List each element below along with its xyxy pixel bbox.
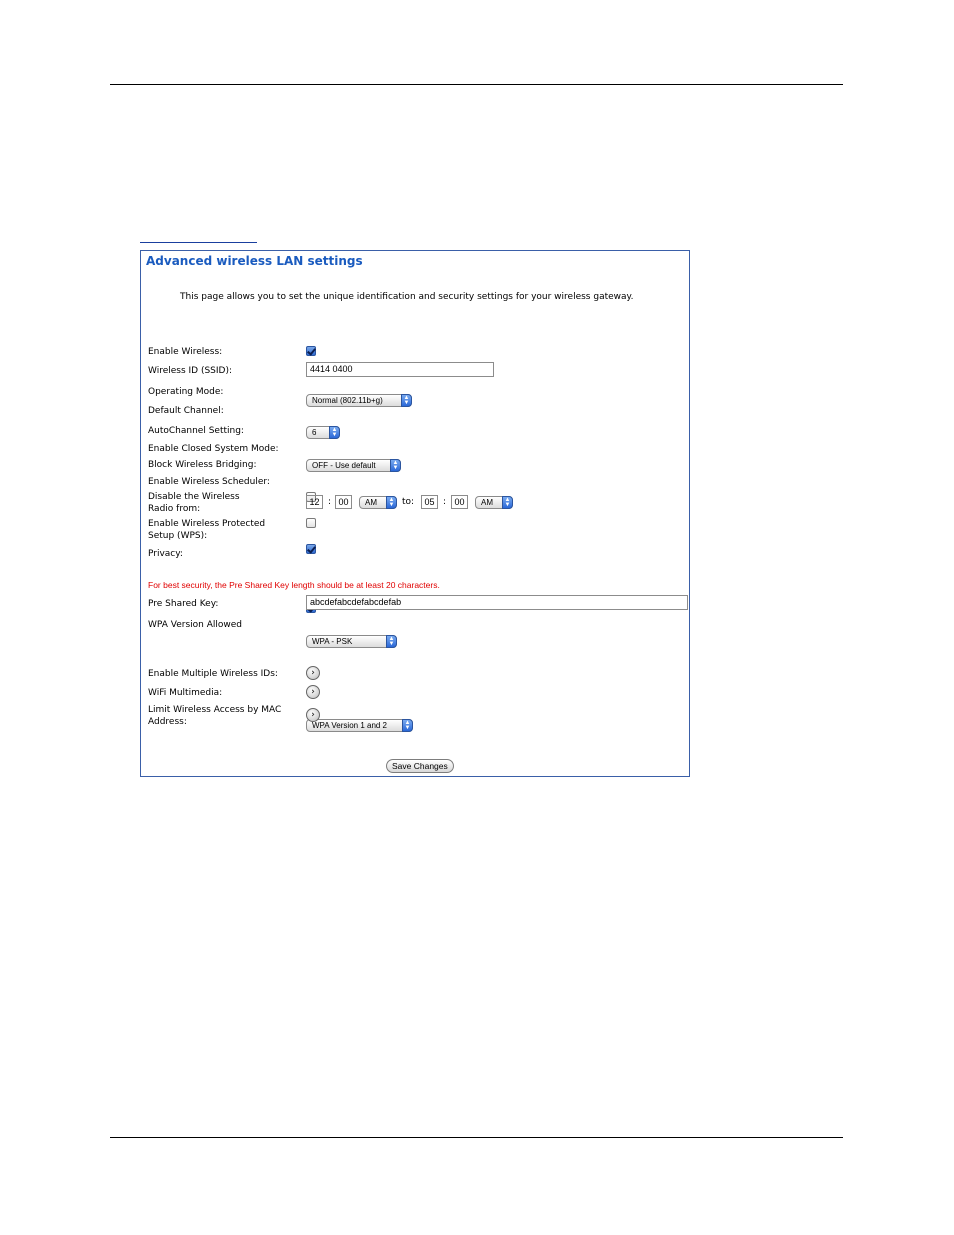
privacy-select[interactable]: [306, 635, 397, 648]
ssid-label: Wireless ID (SSID):: [148, 366, 233, 376]
mac-access-label-line2: Address:: [148, 717, 187, 727]
to-hour-input[interactable]: 05: [421, 495, 438, 509]
panel-intro: This page allows you to set the unique identification and security settings for your wireless gateway.: [180, 292, 634, 302]
privacy-label: Privacy:: [148, 549, 183, 559]
autochannel-value: OFF - Use default: [312, 461, 376, 470]
autochannel-label: AutoChannel Setting:: [148, 426, 244, 436]
closed-system-label: Enable Closed System Mode:: [148, 444, 279, 454]
chevron-right-icon[interactable]: ›: [306, 685, 320, 699]
wps-label-line2: Setup (WPS):: [148, 531, 208, 541]
to-label: to:: [402, 497, 415, 507]
from-minute-input[interactable]: 00: [335, 495, 352, 509]
enable-wireless-checkbox[interactable]: [306, 346, 316, 356]
updown-arrow-icon: ▲ ▼: [402, 719, 413, 732]
updown-arrow-icon: ▲ ▼: [401, 394, 412, 407]
link-underline: [140, 242, 257, 243]
privacy-value: WPA - PSK: [312, 637, 353, 646]
psk-warning: For best security, the Pre Shared Key length should be at least 20 characters.: [148, 580, 440, 590]
psk-label: Pre Shared Key:: [148, 599, 219, 609]
enable-wireless-label: Enable Wireless:: [148, 347, 223, 357]
operating-mode-value: Normal (802.11b+g): [312, 396, 383, 405]
scheduler-checkbox[interactable]: [306, 544, 316, 554]
updown-arrow-icon: ▲ ▼: [329, 426, 340, 439]
default-channel-label: Default Channel:: [148, 406, 224, 416]
autochannel-select[interactable]: [306, 459, 401, 472]
wps-label-line1: Enable Wireless Protected: [148, 519, 266, 529]
block-bridging-label: Block Wireless Bridging:: [148, 460, 257, 470]
disable-radio-label: [148, 491, 240, 515]
default-channel-select[interactable]: [306, 426, 340, 439]
save-changes-button[interactable]: Save Changes: [386, 759, 454, 773]
to-ampm-value: AM: [481, 498, 493, 507]
panel-title: Advanced wireless LAN settings: [146, 254, 363, 268]
page-footer-rule: [110, 1137, 843, 1138]
ssid-input[interactable]: 4414 0400: [306, 362, 494, 377]
operating-mode-label: Operating Mode:: [148, 387, 224, 397]
wpa-version-select[interactable]: [306, 719, 413, 732]
wifi-multimedia-label: WiFi Multimedia:: [148, 688, 223, 698]
updown-arrow-icon: ▲ ▼: [386, 635, 397, 648]
chevron-right-icon[interactable]: ›: [306, 708, 320, 722]
to-minute-input[interactable]: 00: [451, 495, 468, 509]
page-header-rule: [110, 84, 843, 85]
multiple-ids-label: Enable Multiple Wireless IDs:: [148, 669, 278, 679]
from-ampm-value: AM: [365, 498, 377, 507]
advanced-wireless-panel: [140, 250, 690, 777]
wpa-version-value: WPA Version 1 and 2: [312, 721, 388, 730]
mac-access-label: [148, 704, 281, 728]
updown-arrow-icon: ▲ ▼: [502, 496, 513, 509]
default-channel-value: 6: [312, 428, 317, 437]
from-ampm-select[interactable]: [359, 496, 397, 509]
scheduler-label: Enable Wireless Scheduler:: [148, 477, 270, 487]
from-hour-input[interactable]: 12: [306, 495, 323, 509]
time-colon: :: [443, 497, 447, 507]
disable-radio-label-line2: Radio from:: [148, 504, 201, 514]
time-colon: :: [328, 497, 332, 507]
to-ampm-select[interactable]: [475, 496, 513, 509]
disable-radio-label-line1: Disable the Wireless: [148, 492, 240, 502]
chevron-right-icon[interactable]: ›: [306, 666, 320, 680]
updown-arrow-icon: ▲ ▼: [386, 496, 397, 509]
updown-arrow-icon: ▲ ▼: [390, 459, 401, 472]
wpa-version-label: WPA Version Allowed: [148, 620, 242, 630]
psk-input[interactable]: abcdefabcdefabcdefab: [306, 595, 688, 610]
operating-mode-select[interactable]: [306, 394, 412, 407]
block-bridging-checkbox[interactable]: [306, 518, 316, 528]
wps-label: [148, 518, 265, 542]
mac-access-label-line1: Limit Wireless Access by MAC: [148, 705, 282, 715]
